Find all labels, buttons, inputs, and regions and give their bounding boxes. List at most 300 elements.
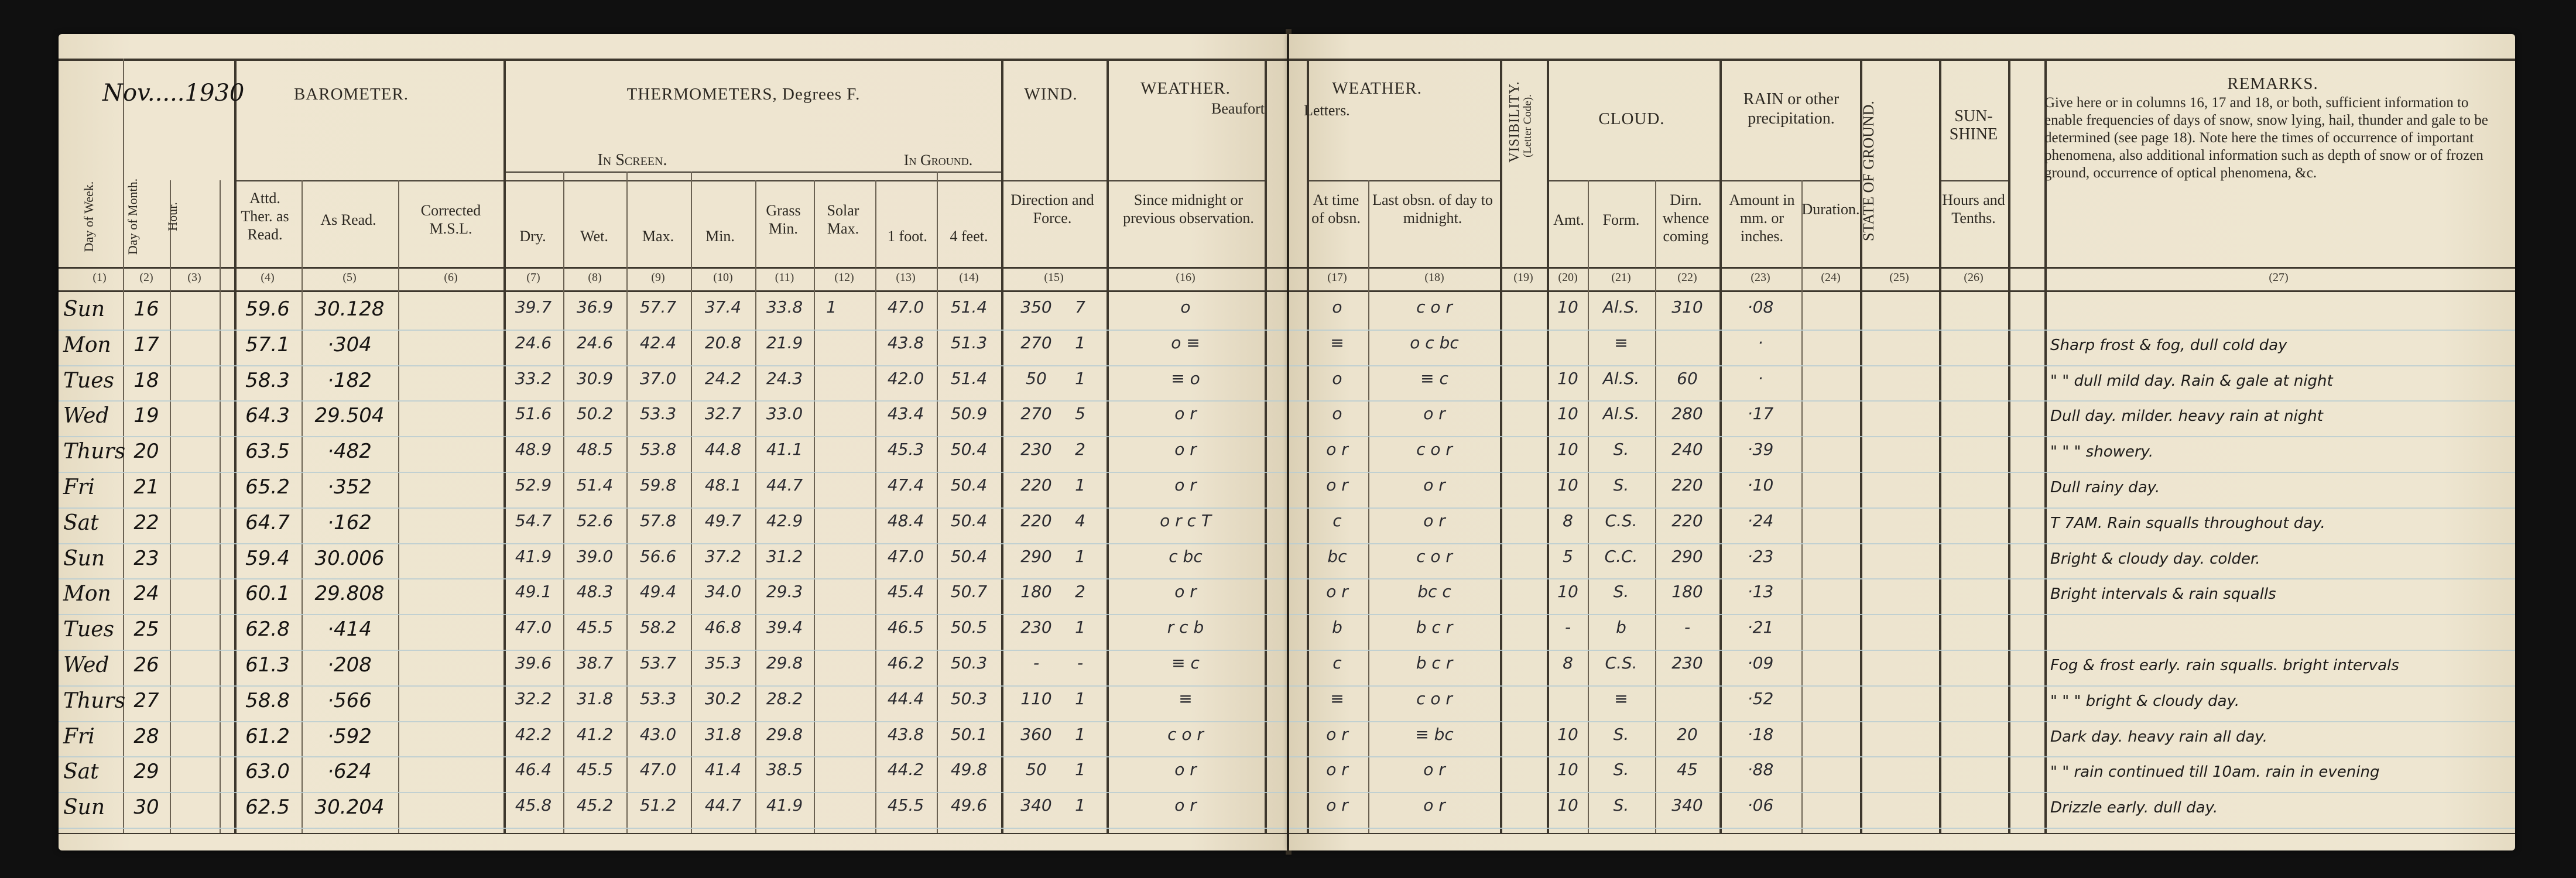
grass-min-cell: 41.9: [766, 795, 803, 815]
ground-4ft-cell: 51.4: [950, 297, 988, 317]
wind-force-cell: 2: [1075, 582, 1085, 602]
grass-min-cell: 38.5: [766, 760, 803, 780]
cloud-amount-cell: 10: [1557, 724, 1578, 744]
day-of-month-cell: 26: [133, 653, 159, 677]
remarks-cell: " " " bright & cloudy day.: [2050, 692, 2240, 710]
column-divider: [302, 180, 303, 833]
cloud-form-cell: Al.S.: [1602, 404, 1640, 424]
cloud-direction-cell: 310: [1671, 297, 1703, 317]
cloud-form-cell: S.: [1613, 795, 1629, 815]
day-of-month-cell: 27: [133, 688, 159, 712]
wind-force-cell: -: [1077, 653, 1084, 673]
ruled-line: [59, 828, 1287, 829]
cloud-direction-cell: 290: [1671, 546, 1703, 566]
beaufort-weather-cell: o r: [1174, 582, 1197, 602]
subheader-line: [234, 180, 1265, 181]
cloud-form-cell: S.: [1613, 760, 1629, 780]
dry-bulb-cell: 41.9: [515, 546, 552, 566]
column-divider: [1655, 180, 1656, 833]
column-number: (14): [959, 271, 979, 284]
day-of-month-cell: 21: [133, 475, 159, 499]
attd-ther-cell: 62.5: [245, 795, 290, 819]
wet-bulb-cell: 45.2: [576, 795, 614, 815]
column-divider: [626, 172, 628, 833]
dry-bulb-cell: 39.7: [515, 297, 552, 317]
grass-min-cell: 29.3: [766, 582, 803, 602]
number-row-divider: [59, 290, 1287, 292]
column-divider: [1801, 180, 1803, 833]
weather-last-obsn-cell: o r: [1423, 795, 1445, 815]
ground-1ft-cell: 47.0: [887, 297, 924, 317]
ground-4ft-cell: 50.9: [950, 404, 988, 424]
column-number: (10): [713, 271, 733, 284]
day-of-month-cell: 30: [133, 795, 159, 819]
grass-min-cell: 42.9: [766, 510, 803, 530]
day-of-month-cell: 17: [133, 332, 159, 356]
max-temp-cell: 59.8: [639, 475, 677, 495]
day-of-week-cell: Wed: [63, 653, 109, 677]
ruled-line: [1289, 792, 2515, 793]
solar-max-cell: 1: [826, 297, 837, 317]
wind-direction-cell: 220: [1020, 510, 1052, 530]
dry-bulb-cell: 33.2: [515, 368, 552, 388]
weather-last-obsn-cell: o r: [1423, 404, 1445, 424]
cloud-amount-cell: 8: [1563, 510, 1573, 530]
wind-force-cell: 1: [1075, 795, 1085, 815]
attd-ther-header: Attd. Ther. as Read.: [241, 190, 289, 243]
column-divider: [1500, 59, 1502, 833]
column-divider: [691, 172, 692, 833]
day-of-month-cell: 16: [133, 297, 159, 321]
grass-min-header: Grass Min.: [766, 202, 801, 237]
ruled-line: [1289, 400, 2515, 402]
column-number: (17): [1327, 271, 1347, 284]
min-header: Min.: [705, 228, 735, 245]
day-of-week-cell: Wed: [63, 404, 109, 428]
day-of-month-cell: 29: [133, 760, 159, 784]
column-number: (6): [444, 271, 458, 284]
max-temp-cell: 42.4: [639, 332, 677, 352]
thermometers-header: THERMOMETERS, Degrees F.: [626, 85, 861, 104]
ruled-line: [1289, 507, 2515, 509]
max-temp-cell: 43.0: [639, 724, 677, 744]
grass-min-cell: 24.3: [766, 368, 803, 388]
wind-direction-cell: 230: [1020, 440, 1052, 459]
dry-bulb-cell: 48.9: [515, 440, 552, 459]
ruled-line: [59, 330, 1287, 331]
weather-last-obsn-cell: bc c: [1417, 582, 1451, 602]
remarks-cell: Bright intervals & rain squalls: [2050, 585, 2276, 603]
ground-4ft-cell: 50.1: [950, 724, 988, 744]
rain-amount-cell: ·18: [1747, 724, 1774, 744]
ground-4ft-cell: 50.3: [950, 688, 988, 708]
rain-amount-cell: ·88: [1747, 760, 1774, 780]
cloud-form-cell: S.: [1613, 582, 1629, 602]
weather-at-time-cell: c: [1332, 653, 1342, 673]
rain-amount-cell: ·24: [1747, 510, 1774, 530]
min-temp-cell: 44.7: [704, 795, 742, 815]
cloud-amount-cell: 10: [1557, 404, 1578, 424]
remarks-cell: Dull day. milder. heavy rain at night: [2050, 407, 2323, 426]
cloud-form-cell: Al.S.: [1602, 297, 1640, 317]
barometer-read-cell: ·352: [327, 475, 372, 499]
weather-beaufort-title: WEATHER.: [1140, 79, 1231, 98]
wet-bulb-cell: 24.6: [576, 332, 614, 352]
column-number: (23): [1751, 271, 1770, 284]
ruled-line: [1289, 614, 2515, 615]
max-temp-cell: 47.0: [639, 760, 677, 780]
wind-direction-cell: 50: [1026, 368, 1047, 388]
weather-at-time-cell: o: [1332, 297, 1342, 317]
min-temp-cell: 30.2: [704, 688, 742, 708]
column-number: (22): [1677, 271, 1697, 284]
ground-4ft-cell: 50.4: [950, 475, 988, 495]
remarks-cell: Dark day. heavy rain all day.: [2050, 728, 2268, 746]
cloud-amount-cell: 10: [1557, 368, 1578, 388]
top-border: [1289, 59, 2515, 61]
grass-min-cell: 29.8: [766, 724, 803, 744]
remarks-cell: Fog & frost early. rain squalls. bright intervals: [2050, 657, 2399, 674]
cloud-form-cell: S.: [1613, 475, 1629, 495]
max-temp-cell: 57.8: [639, 510, 677, 530]
cloud-amount-cell: 8: [1563, 653, 1573, 673]
rain-amount-cell: ·39: [1747, 440, 1774, 459]
ground-1ft-cell: 47.0: [887, 546, 924, 566]
wet-bulb-cell: 48.3: [576, 582, 614, 602]
max-temp-cell: 56.6: [639, 546, 677, 566]
barometer-read-cell: ·162: [327, 510, 372, 534]
dry-bulb-cell: 49.1: [515, 582, 552, 602]
min-temp-cell: 37.4: [704, 297, 742, 317]
rain-amount-cell: ·08: [1747, 297, 1774, 317]
column-divider: [1939, 59, 1941, 833]
number-row-divider: [1289, 290, 2515, 292]
weather-last-obsn-cell: b c r: [1416, 618, 1453, 637]
column-divider: [814, 180, 815, 833]
letter-code-header: (Letter Code).: [1522, 94, 1534, 157]
rain-amount-cell: ·: [1758, 368, 1763, 388]
grass-min-cell: 29.8: [766, 653, 803, 673]
column-number: (11): [775, 271, 794, 284]
remarks-cell: T 7AM. Rain squalls throughout day.: [2050, 514, 2325, 532]
hour-header: Hour.: [165, 202, 180, 231]
attd-ther-cell: 58.3: [245, 368, 290, 392]
bottom-border: [1289, 833, 2515, 834]
ground-1ft-cell: 42.0: [887, 368, 924, 388]
rain-duration-header: Duration.: [1801, 201, 1860, 218]
state-of-ground-header: STATE OF GROUND.: [1860, 101, 1877, 241]
wind-direction-cell: 230: [1020, 618, 1052, 637]
cloud-form-cell: C.S.: [1605, 653, 1638, 673]
attd-ther-cell: 61.2: [245, 724, 290, 748]
min-temp-cell: 24.2: [704, 368, 742, 388]
weather-at-time-cell: ≡: [1330, 688, 1344, 708]
max-temp-cell: 53.8: [639, 440, 677, 459]
ruled-line: [59, 400, 1287, 402]
ruled-line: [59, 436, 1287, 437]
grass-min-cell: 28.2: [766, 688, 803, 708]
ground-1ft-cell: 45.3: [887, 440, 924, 459]
column-divider: [2008, 59, 2010, 833]
wet-bulb-cell: 45.5: [576, 760, 614, 780]
rain-amount-header: Amount in mm. or inches.: [1729, 191, 1795, 245]
beaufort-weather-cell: o: [1180, 297, 1191, 317]
attd-ther-cell: 63.5: [245, 440, 290, 464]
weather-letters-sub: Letters.: [1304, 102, 1350, 119]
one-foot-header: 1 foot.: [888, 228, 927, 245]
min-temp-cell: 48.1: [704, 475, 742, 495]
ruled-line: [1289, 330, 2515, 331]
column-divider: [1547, 59, 1549, 833]
weather-at-time-cell: o: [1332, 404, 1342, 424]
cloud-header: CLOUD.: [1598, 109, 1665, 128]
attd-ther-cell: 64.3: [245, 404, 290, 428]
cloud-amount-cell: 10: [1557, 582, 1578, 602]
dry-bulb-cell: 32.2: [515, 688, 552, 708]
cloud-form-cell: b: [1616, 618, 1626, 637]
ruled-line: [1289, 578, 2515, 579]
wind-force-cell: 2: [1075, 440, 1085, 459]
ground-4ft-cell: 49.6: [950, 795, 988, 815]
dry-bulb-cell: 51.6: [515, 404, 552, 424]
ruled-line: [1289, 828, 2515, 829]
dry-header: Dry.: [519, 228, 546, 245]
column-number: (8): [588, 271, 602, 284]
dry-bulb-cell: 54.7: [515, 510, 552, 530]
column-number: (18): [1424, 271, 1444, 284]
wet-bulb-cell: 36.9: [576, 297, 614, 317]
min-temp-cell: 31.8: [704, 724, 742, 744]
wind-direction-cell: 360: [1020, 724, 1052, 744]
barometer-read-cell: 29.808: [314, 582, 385, 606]
barometer-read-cell: ·414: [327, 618, 372, 642]
remarks-cell: Bright & cloudy day. colder.: [2050, 550, 2260, 568]
cloud-form-cell: C.C.: [1604, 546, 1638, 566]
barometer-read-cell: ·624: [327, 760, 372, 784]
wet-bulb-cell: 50.2: [576, 404, 614, 424]
day-of-week-cell: Thurs: [63, 688, 126, 713]
wind-force-cell: 1: [1075, 618, 1085, 637]
subheader-line: [1939, 180, 2008, 181]
wind-force-cell: 1: [1075, 546, 1085, 566]
attd-ther-cell: 59.6: [245, 297, 290, 321]
rain-amount-cell: ·23: [1747, 546, 1774, 566]
cloud-form-cell: S.: [1613, 724, 1629, 744]
barometer-read-cell: 29.504: [314, 404, 385, 428]
cloud-amount-cell: 10: [1557, 297, 1578, 317]
column-number: (3): [187, 271, 201, 284]
ruled-line: [59, 578, 1287, 579]
attd-ther-cell: 58.8: [245, 688, 290, 712]
rain-amount-cell: ·10: [1747, 475, 1774, 495]
at-time-header: At time of obsn.: [1311, 191, 1361, 227]
day-of-week-cell: Sat: [63, 760, 99, 784]
ruled-line: [59, 756, 1287, 757]
wet-bulb-cell: 52.6: [576, 510, 614, 530]
grass-min-cell: 33.8: [766, 297, 803, 317]
ruled-line: [59, 507, 1287, 509]
wet-header: Wet.: [580, 228, 608, 245]
day-of-week-cell: Mon: [63, 582, 111, 606]
ground-1ft-cell: 48.4: [887, 510, 924, 530]
day-of-week-cell: Tues: [63, 368, 114, 393]
min-temp-cell: 49.7: [704, 510, 742, 530]
max-temp-cell: 51.2: [639, 795, 677, 815]
wind-direction-cell: 350: [1020, 297, 1052, 317]
cloud-direction-cell: 60: [1677, 368, 1698, 388]
corrected-msl-header: Corrected M.S.L.: [420, 202, 481, 237]
ruled-line: [1289, 472, 2515, 473]
as-read-header: As Read.: [320, 211, 376, 228]
grass-min-cell: 41.1: [766, 440, 803, 459]
barometer-header: BAROMETER.: [293, 85, 409, 104]
day-of-week-header: Day of Week.: [81, 181, 96, 252]
ruled-line: [1289, 685, 2515, 687]
day-of-month-cell: 28: [133, 724, 159, 748]
column-divider: [1368, 180, 1369, 833]
min-temp-cell: 35.3: [704, 653, 742, 673]
weather-at-time-cell: c: [1332, 510, 1342, 530]
column-number: (1): [93, 271, 107, 284]
wind-direction-cell: 110: [1020, 688, 1052, 708]
day-of-week-cell: Sun: [63, 795, 105, 820]
grass-min-cell: 33.0: [766, 404, 803, 424]
cloud-amt-header: Amt.: [1553, 211, 1584, 228]
top-border: [59, 59, 1287, 61]
beaufort-weather-cell: ≡: [1179, 688, 1193, 708]
weather-last-obsn-cell: c o r: [1416, 297, 1453, 317]
dry-bulb-cell: 52.9: [515, 475, 552, 495]
direction-force-header: Direction and Force.: [1010, 191, 1094, 227]
wet-bulb-cell: 51.4: [576, 475, 614, 495]
day-of-month-cell: 25: [133, 618, 159, 642]
beaufort-weather-cell: o r: [1174, 475, 1197, 495]
cloud-amount-cell: 10: [1557, 795, 1578, 815]
ruled-line: [59, 685, 1287, 687]
remarks-title: REMARKS.: [2227, 74, 2318, 93]
max-temp-cell: 53.3: [639, 688, 677, 708]
visibility-header: VISIBILITY.: [1507, 81, 1522, 163]
min-temp-cell: 46.8: [704, 618, 742, 637]
ground-1ft-cell: 45.4: [887, 582, 924, 602]
wind-force-cell: 1: [1075, 760, 1085, 780]
wind-header: WIND.: [1024, 85, 1078, 104]
ruled-line: [1289, 756, 2515, 757]
column-divider: [937, 172, 938, 833]
weather-last-obsn-cell: ≡ c: [1420, 368, 1448, 388]
column-divider: [1107, 59, 1109, 833]
solar-max-header: Solar Max.: [827, 202, 859, 237]
right-page: [1289, 34, 2515, 850]
cloud-direction-cell: 230: [1671, 653, 1703, 673]
wind-direction-cell: 180: [1020, 582, 1052, 602]
beaufort-weather-cell: c o r: [1167, 724, 1204, 744]
ground-4ft-cell: 50.5: [950, 618, 988, 637]
cloud-amount-cell: 10: [1557, 760, 1578, 780]
beaufort-weather-cell: o ≡: [1171, 332, 1200, 352]
column-number: (26): [1964, 271, 1984, 284]
wind-direction-cell: 270: [1020, 404, 1052, 424]
beaufort-weather-cell: o r: [1174, 404, 1197, 424]
barometer-read-cell: ·182: [327, 368, 372, 392]
beaufort-weather-cell: r c b: [1167, 618, 1204, 637]
day-of-week-cell: Sat: [63, 510, 99, 535]
in-screen-header: In Screen.: [597, 151, 667, 169]
barometer-read-cell: 30.006: [314, 546, 385, 570]
in-screen-line: [503, 172, 1001, 173]
attd-ther-cell: 65.2: [245, 475, 290, 499]
remarks-cell: Sharp frost & fog, dull cold day: [2050, 336, 2287, 354]
rain-amount-cell: ·: [1758, 332, 1763, 352]
rain-amount-cell: ·13: [1747, 582, 1774, 602]
attd-ther-cell: 57.1: [245, 332, 290, 356]
wet-bulb-cell: 41.2: [576, 724, 614, 744]
ruled-line: [1289, 365, 2515, 366]
beaufort-weather-cell: o r c T: [1160, 510, 1211, 530]
beaufort-weather-cell: c bc: [1169, 546, 1203, 566]
ruled-line: [59, 614, 1287, 615]
min-temp-cell: 37.2: [704, 546, 742, 566]
rain-amount-cell: ·52: [1747, 688, 1774, 708]
remarks-cell: " " dull mild day. Rain & gale at night: [2050, 372, 2333, 390]
subheader-line: [1547, 180, 1860, 181]
column-number: (16): [1176, 271, 1195, 284]
cloud-amount-cell: 10: [1557, 475, 1578, 495]
weather-last-obsn-cell: o r: [1423, 760, 1445, 780]
max-temp-cell: 37.0: [639, 368, 677, 388]
wet-bulb-cell: 45.5: [576, 618, 614, 637]
cloud-dirn-header: Dirn. whence coming: [1662, 191, 1710, 245]
cloud-direction-cell: 340: [1671, 795, 1703, 815]
max-temp-cell: 57.7: [639, 297, 677, 317]
weather-beaufort-sub: Beaufort: [1211, 100, 1265, 117]
column-number: (4): [261, 271, 275, 284]
barometer-read-cell: ·304: [327, 332, 372, 356]
max-temp-cell: 58.2: [639, 618, 677, 637]
cloud-direction-cell: -: [1684, 618, 1691, 637]
weather-last-obsn-cell: c o r: [1416, 546, 1453, 566]
weather-last-obsn-cell: c o r: [1416, 688, 1453, 708]
min-temp-cell: 34.0: [704, 582, 742, 602]
weather-at-time-cell: o: [1332, 368, 1342, 388]
column-number: (15): [1044, 271, 1064, 284]
wind-direction-cell: 340: [1020, 795, 1052, 815]
rain-amount-cell: ·06: [1747, 795, 1774, 815]
weather-at-time-cell: o r: [1326, 795, 1348, 815]
weather-at-time-cell: o r: [1326, 440, 1348, 459]
ground-4ft-cell: 50.4: [950, 440, 988, 459]
ground-1ft-cell: 44.4: [887, 688, 924, 708]
ground-1ft-cell: 47.4: [887, 475, 924, 495]
cloud-direction-cell: 220: [1671, 475, 1703, 495]
day-of-month-cell: 20: [133, 440, 159, 464]
barometer-read-cell: 30.128: [314, 297, 385, 321]
ruled-line: [59, 365, 1287, 366]
weather-at-time-cell: ≡: [1330, 332, 1344, 352]
day-of-week-cell: Sun: [63, 297, 105, 321]
ground-4ft-cell: 50.3: [950, 653, 988, 673]
ruled-line: [59, 472, 1287, 473]
ground-1ft-cell: 46.2: [887, 653, 924, 673]
cloud-direction-cell: 180: [1671, 582, 1703, 602]
column-divider: [398, 180, 399, 833]
cloud-direction-cell: 240: [1671, 440, 1703, 459]
grass-min-cell: 31.2: [766, 546, 803, 566]
dry-bulb-cell: 42.2: [515, 724, 552, 744]
column-divider: [1001, 59, 1003, 833]
column-number: (2): [139, 271, 153, 284]
beaufort-weather-cell: o r: [1174, 760, 1197, 780]
